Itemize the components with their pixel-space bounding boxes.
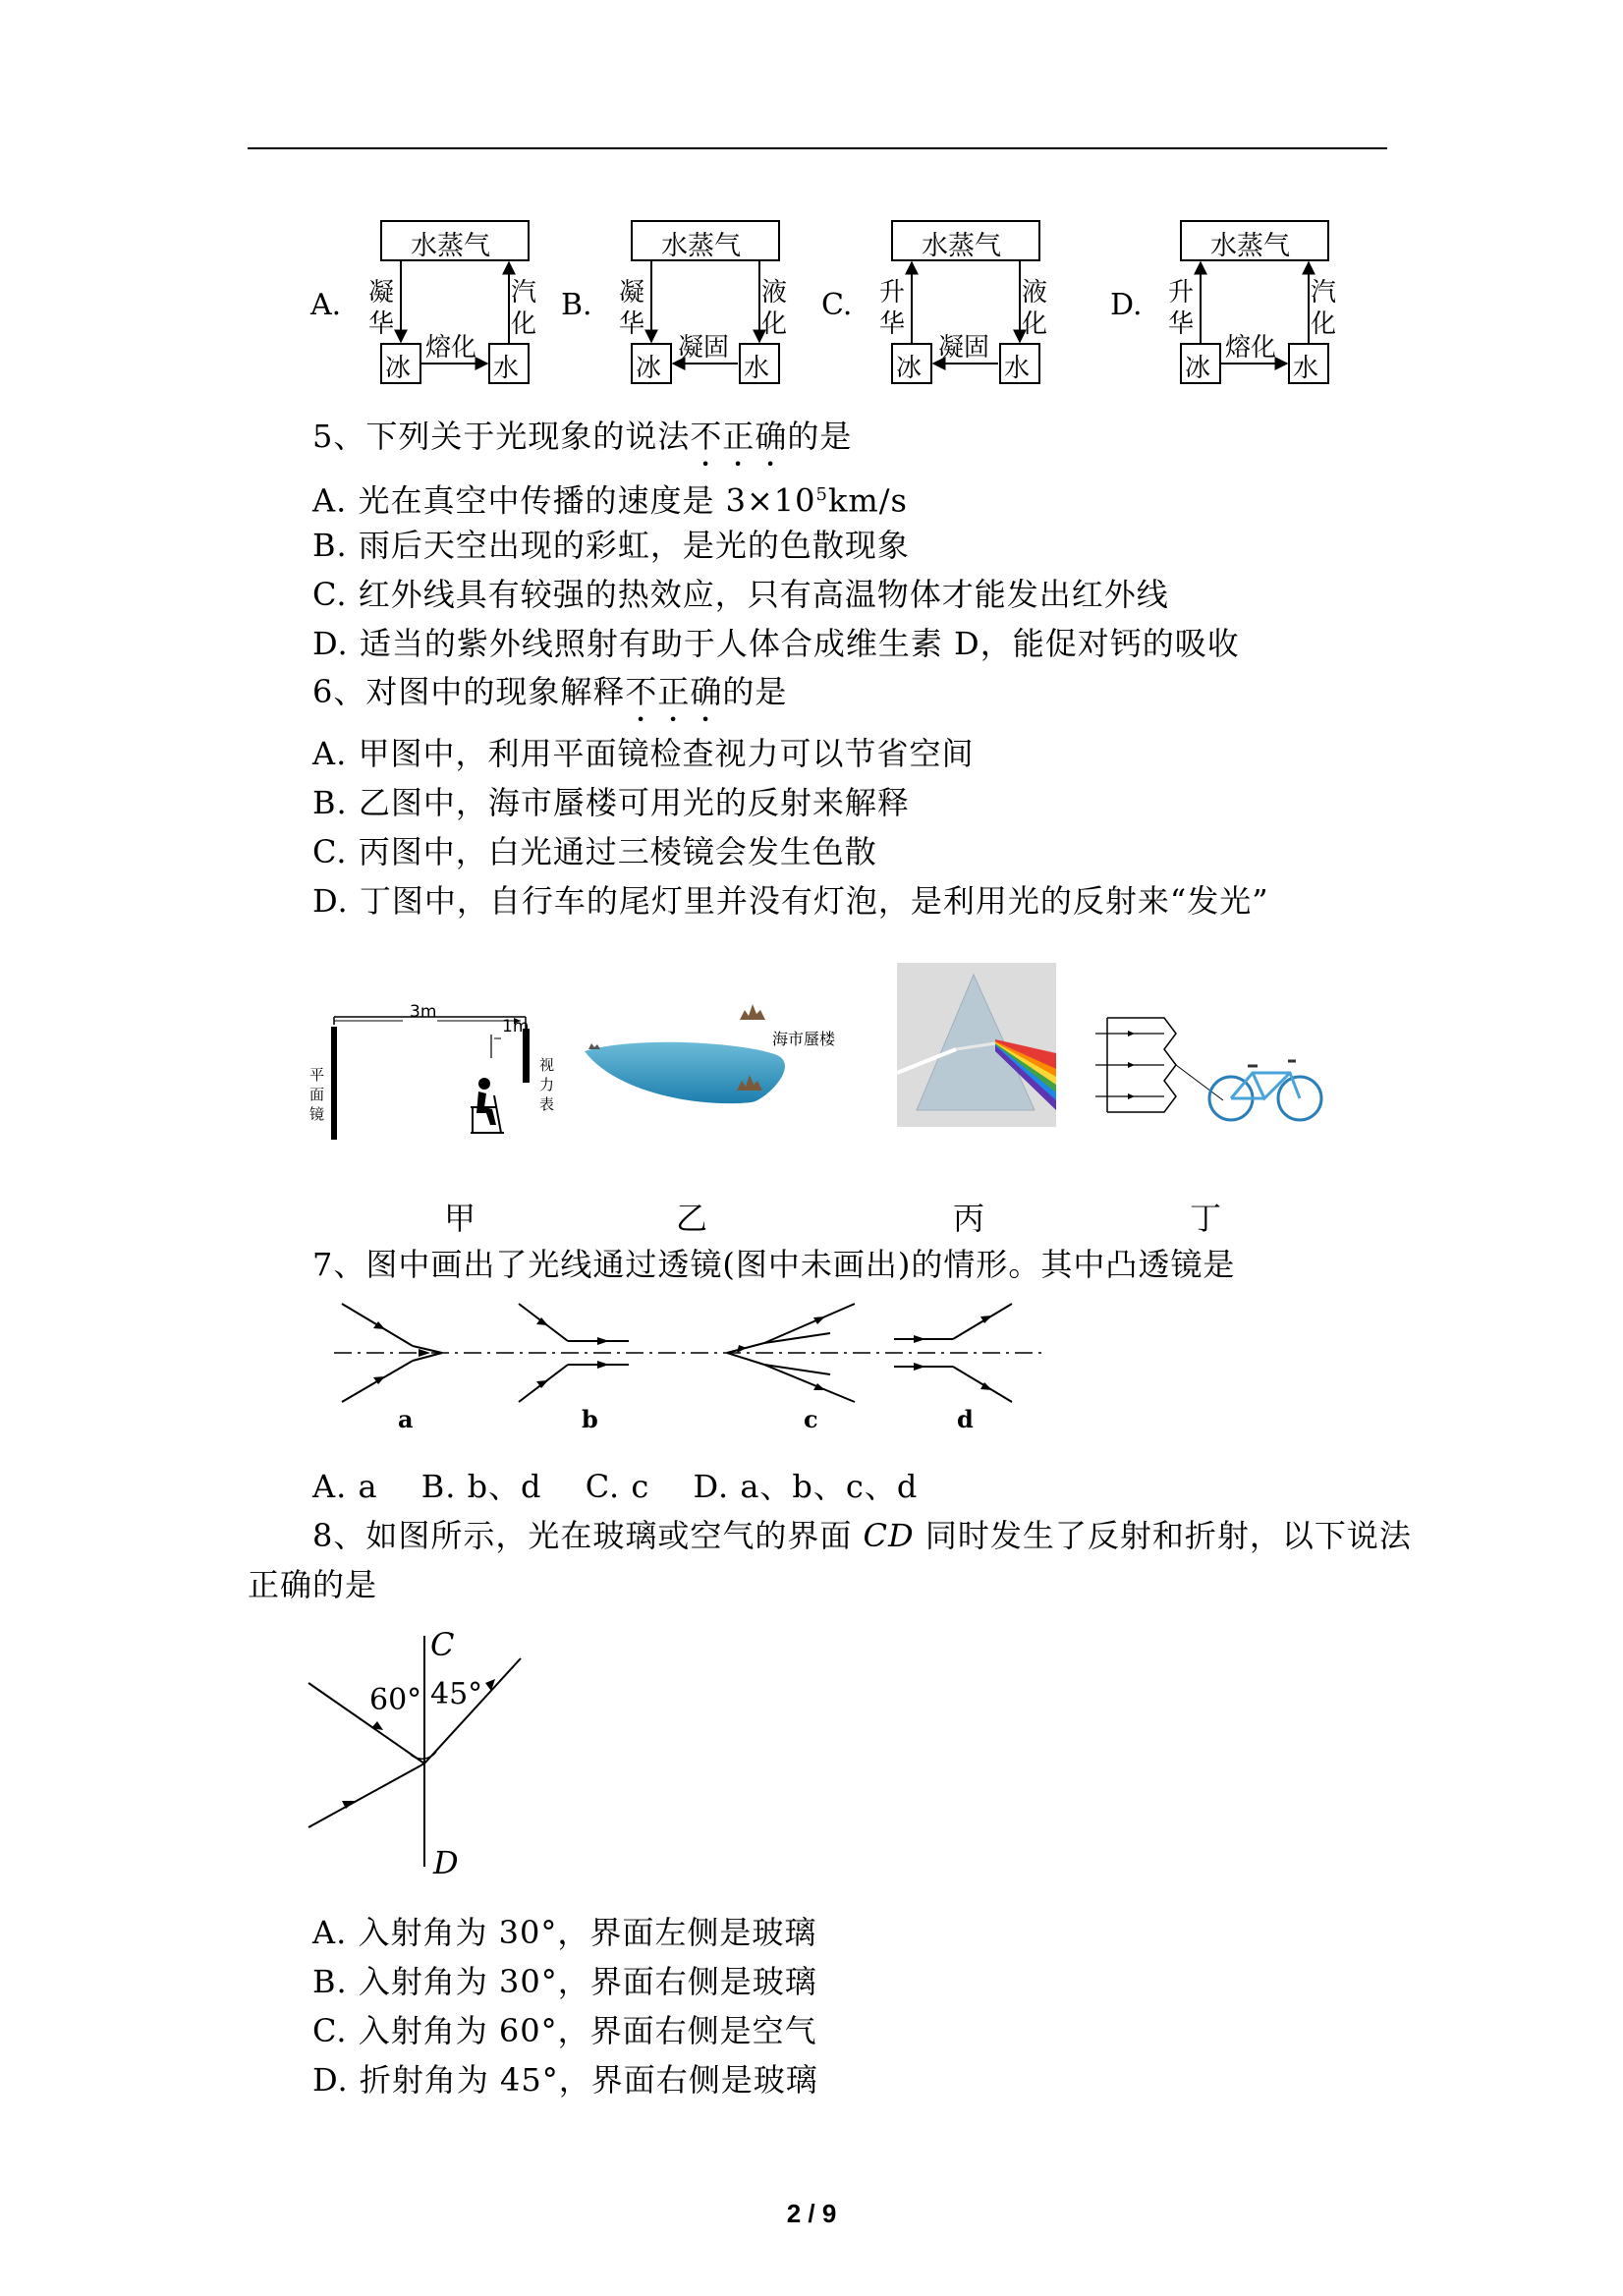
page-number: 2 / 9 (786, 2199, 837, 2228)
q8-label-d: D (433, 1844, 459, 1881)
arrow-label-d-left2: 华 (1168, 309, 1195, 339)
figure-yi (575, 992, 869, 1130)
figure-q8-refraction (295, 1626, 550, 1886)
box-vapor-d: 水蒸气 (1210, 231, 1290, 261)
q8-option-c: C. 入射角为 60°，界面右侧是空气 (312, 2012, 817, 2049)
box-water-d: 水 (1293, 354, 1319, 383)
arrow-label-d-left1: 升 (1168, 278, 1195, 308)
q7-label-a: a (398, 1405, 414, 1433)
arrow-label-a-right1: 汽 (511, 278, 537, 308)
q5-option-a-pre: A. 光在真空中传播的速度是 3×10 (312, 481, 816, 520)
q8-label-c: C (430, 1626, 455, 1663)
figure-ding (1095, 1012, 1331, 1130)
q8-stem-line2: 正确的是 (248, 1566, 378, 1603)
arrow-label-c-left2: 华 (879, 309, 906, 339)
q7-options: A. a B. b、d C. c D. a、b、c、d (312, 1468, 919, 1505)
q8-option-d: D. 折射角为 45°，界面右侧是玻璃 (312, 2061, 818, 2099)
caption-yi: 乙 (676, 1200, 708, 1237)
figure-yi-svg (575, 992, 869, 1130)
arrow-label-b-right1: 液 (761, 278, 788, 308)
box-ice-c: 冰 (896, 354, 923, 383)
arrow-label-b-left1: 凝 (619, 278, 645, 308)
box-vapor-a: 水蒸气 (411, 231, 490, 261)
arrow-label-d-right1: 汽 (1311, 278, 1337, 308)
jia-mirror-label-2: 面 (309, 1086, 325, 1103)
arrow-label-c-bottom: 凝固 (938, 333, 990, 363)
caption-jia: 甲 (444, 1200, 476, 1237)
arrow-label-a-left1: 凝 (368, 278, 395, 308)
arrow-label-c-right2: 化 (1022, 309, 1048, 339)
figure-q7-lenses (324, 1292, 1051, 1434)
phase-option-label-b: B. (561, 288, 592, 322)
figure-q7-svg (324, 1292, 1051, 1434)
jia-chart-label-1: 视 (539, 1056, 555, 1074)
phase-option-label-a: A. (310, 288, 342, 322)
arrow-label-d-bottom: 熔化 (1225, 333, 1277, 363)
q8-option-b: B. 入射角为 30°，界面右侧是玻璃 (312, 1963, 817, 2000)
phase-option-label-d: D. (1110, 288, 1143, 322)
jia-mirror-label-1: 平 (309, 1066, 325, 1084)
q5-stem (312, 417, 852, 474)
box-water-b: 水 (744, 354, 770, 383)
jia-chart-label-2: 力 (539, 1076, 555, 1093)
figure-bing (897, 963, 1056, 1127)
header-rule (248, 147, 1387, 149)
q5-option-d: D. 适当的紫外线照射有助于人体合成维生素 D，能促对钙的吸收 (312, 625, 1240, 662)
arrow-label-b-left2: 华 (619, 309, 645, 339)
q5-option-a (312, 476, 908, 521)
q8-angle-45: 45° (430, 1677, 483, 1711)
q6-stem-pre: 6、对图中的现象解释 (312, 673, 626, 710)
q8-stem-line1 (312, 1516, 1412, 1555)
q7-label-b: b (582, 1405, 598, 1433)
q6-option-a: A. 甲图中，利用平面镜检查视力可以节省空间 (312, 735, 975, 772)
q5-option-a-unit: km/s (827, 481, 908, 520)
q7-label-d: d (957, 1405, 974, 1433)
q5-option-b: B. 雨后天空出现的彩虹，是光的色散现象 (312, 527, 910, 564)
q6-option-b: B. 乙图中，海市蜃楼可用光的反射来解释 (312, 784, 910, 821)
q8-stem-pre: 8、如图所示，光在玻璃或空气的界面 (312, 1517, 864, 1554)
q6-stem (312, 672, 787, 729)
box-water-a: 水 (493, 354, 520, 383)
jia-chart-label-3: 表 (539, 1095, 555, 1113)
box-ice-b: 冰 (636, 354, 662, 383)
q6-option-d: D. 丁图中，自行车的尾灯里并没有灯泡，是利用光的反射来“发光” (312, 882, 1269, 920)
box-vapor-b: 水蒸气 (661, 231, 741, 261)
q6-stem-emphasis: 不正确 (625, 673, 723, 710)
arrow-label-a-bottom: 熔化 (425, 333, 477, 363)
q8-stem-post: 同时发生了反射和折射，以下说法 (914, 1517, 1412, 1554)
q6-option-c: C. 丙图中，白光通过三棱镜会发生色散 (312, 833, 877, 870)
q5-option-c: C. 红外线具有较强的热效应，只有高温物体才能发出红外线 (312, 576, 1169, 613)
figure-ding-svg (1095, 1012, 1331, 1130)
figure-bing-svg (897, 963, 1056, 1127)
jia-mirror-label-3: 镜 (309, 1105, 325, 1123)
q8-stem-interface: CD (863, 1517, 915, 1554)
box-vapor-c: 水蒸气 (922, 231, 1001, 261)
arrow-label-b-right2: 化 (761, 309, 788, 339)
figure-jia-svg (309, 997, 575, 1140)
q5-stem-pre: 5、下列关于光现象的说法 (312, 418, 691, 455)
arrow-label-a-left2: 华 (368, 309, 395, 339)
box-ice-d: 冰 (1185, 354, 1211, 383)
figure-jia (309, 997, 575, 1140)
figure-q8-svg (295, 1626, 550, 1886)
q8-angle-60: 60° (369, 1683, 422, 1717)
jia-3m-label: 3m (410, 1002, 437, 1022)
arrow-label-b-bottom: 凝固 (678, 333, 730, 363)
arrow-label-d-right2: 化 (1311, 309, 1337, 339)
arrow-label-a-right2: 化 (511, 309, 537, 339)
caption-bing: 丙 (953, 1200, 985, 1237)
q5-stem-post: 的是 (787, 418, 853, 455)
phase-option-label-c: C. (821, 288, 853, 322)
q8-option-a: A. 入射角为 30°，界面左侧是玻璃 (312, 1914, 817, 1951)
yi-mirage-label: 海市蜃楼 (772, 1030, 836, 1048)
arrow-label-c-right1: 液 (1022, 278, 1048, 308)
q7-stem: 7、图中画出了光线通过透镜(图中未画出)的情形。其中凸透镜是 (312, 1246, 1236, 1283)
q7-label-c: c (804, 1405, 818, 1433)
q5-option-a-exponent: 5 (815, 484, 828, 505)
q6-stem-post: 的是 (722, 673, 788, 710)
caption-ding: 丁 (1190, 1200, 1222, 1237)
q5-stem-emphasis: 不正确 (690, 418, 788, 455)
box-ice-a: 冰 (385, 354, 412, 383)
jia-1m-label: 1m (502, 1017, 530, 1036)
phase-diagrams (295, 211, 1356, 398)
arrow-label-c-left1: 升 (879, 278, 906, 308)
box-water-c: 水 (1004, 354, 1031, 383)
